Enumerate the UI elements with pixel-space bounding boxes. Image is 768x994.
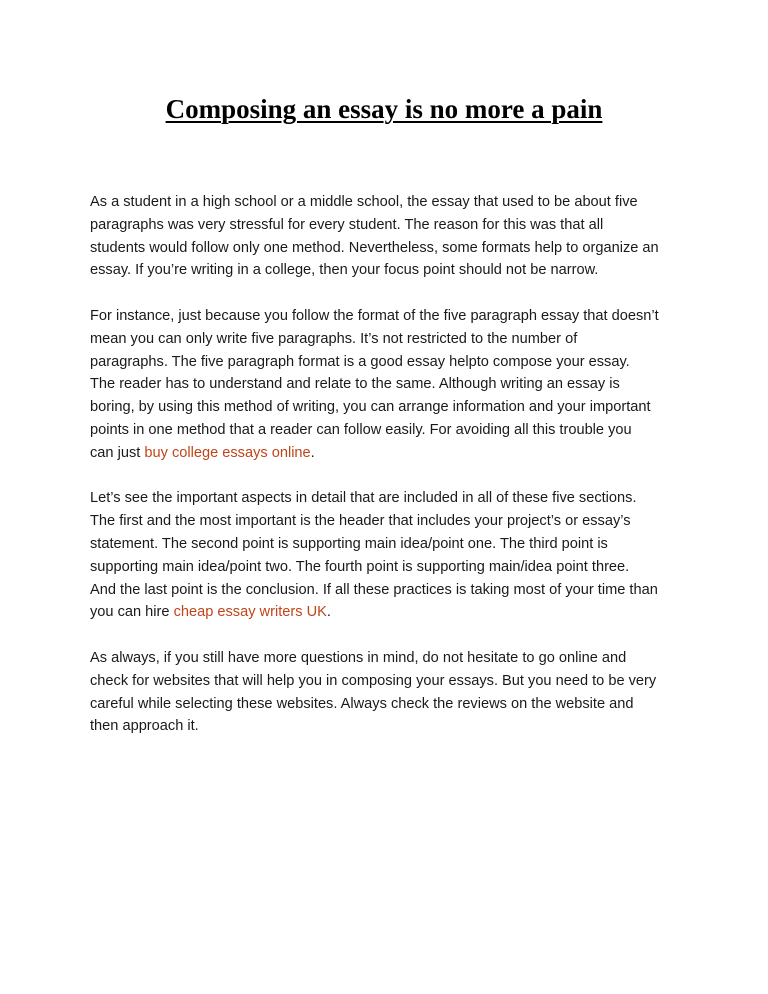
text-line: boring, by using this method of writing, you can arrange information and your important <box>90 399 651 416</box>
document-body <box>90 191 690 761</box>
text-line: essay. If you’re writing in a college, then your focus point should not be narrow. <box>90 262 599 279</box>
text-line: check for websites that will help you in composing your essays. But you need to be very <box>90 672 657 689</box>
link-prefix-text: can just <box>90 444 145 461</box>
paragraph-4 <box>90 647 690 738</box>
text-line: students would follow only one method. Nevertheless, some formats help to organize an <box>90 239 659 256</box>
text-line: mean you can only write five paragraphs. It’s not restricted to the number of <box>90 330 578 347</box>
text-line: As a student in a high school or a middle school, the essay that used to be about five <box>90 194 638 210</box>
page-title: Composing an essay is no more a pain <box>165 94 603 124</box>
paragraph-1 <box>90 191 690 282</box>
paragraph-3 <box>90 487 690 624</box>
text-line: paragraphs was very stressful for every student. The reason for this was that all <box>90 216 604 233</box>
text-line: paragraphs. The five paragraph format is a good essay helpto compose your essay. <box>90 353 630 370</box>
text-line: statement. The second point is supporting main idea/point one. The third point is <box>90 535 608 552</box>
text-line: points in one method that a reader can follow easily. For avoiding all this trouble you <box>90 421 632 438</box>
text-line-with-link <box>90 601 690 624</box>
link-suffix-text: . <box>310 444 315 461</box>
paragraph-2 <box>90 305 690 465</box>
text-line: And the last point is the conclusion. If all these practices is taking most of your time than <box>90 581 658 598</box>
text-line: careful while selecting these websites. Always check the reviews on the website and <box>90 695 634 712</box>
text-line: then approach it. <box>90 718 199 735</box>
cheap-essay-writers-link[interactable]: cheap essay writers UK <box>173 604 327 621</box>
buy-college-essays-link[interactable]: buy college essays online <box>144 444 311 461</box>
text-line: As always, if you still have more questions in mind, do not hesitate to go online and <box>90 649 627 666</box>
text-line: The reader has to understand and relate to the same. Although writing an essay is <box>90 376 620 393</box>
text-line: For instance, just because you follow the format of the five paragraph essay that doesn’t <box>90 307 659 324</box>
text-line: The first and the most important is the header that includes your project’s or essay’s <box>90 513 631 530</box>
text-line-with-link <box>90 442 690 465</box>
link-suffix-text: . <box>326 604 331 621</box>
text-line: supporting main idea/point two. The fourth point is supporting main/idea point three. <box>90 558 630 575</box>
text-line: Let’s see the important aspects in detail that are included in all of these five sections. <box>90 490 637 507</box>
link-prefix-text: you can hire <box>90 604 174 621</box>
